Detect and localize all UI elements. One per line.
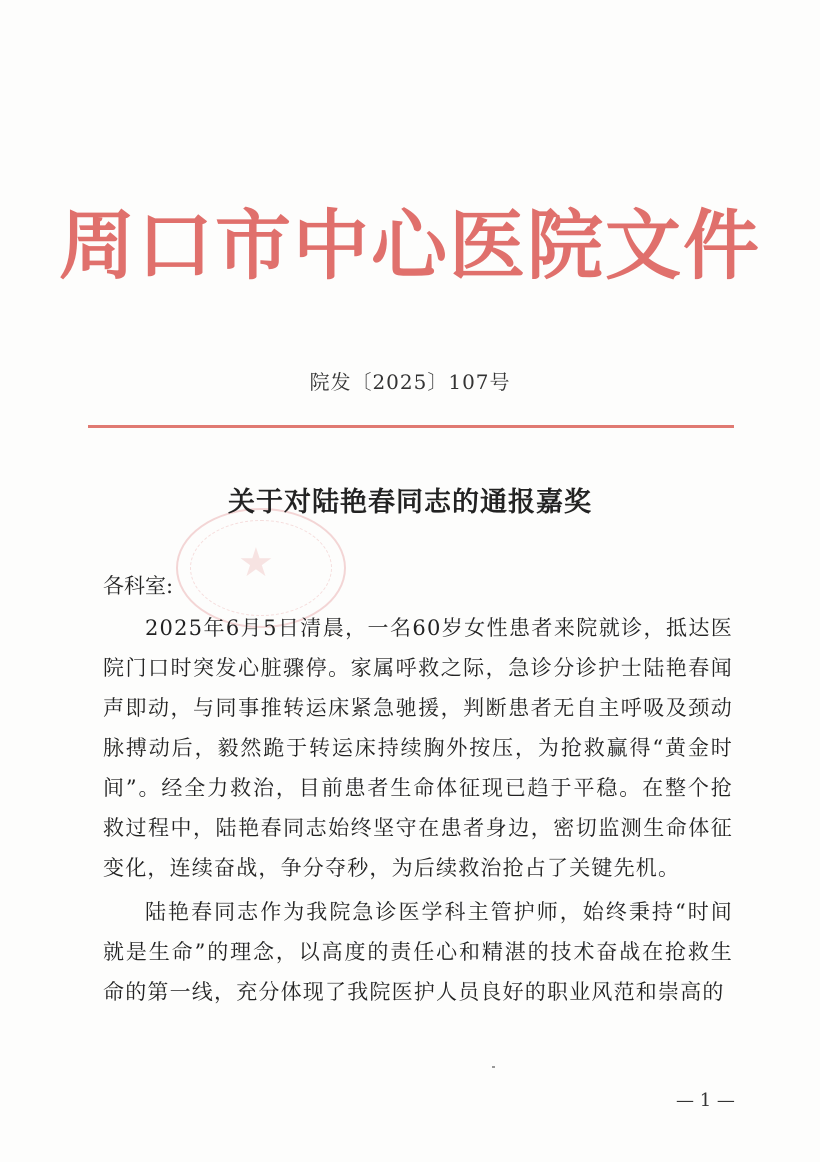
document-number: 院发〔2025〕107号 bbox=[309, 370, 511, 394]
document-body bbox=[103, 608, 733, 1016]
salutation: 各科室: bbox=[103, 574, 174, 598]
body-paragraph-2: 陆艳春同志作为我院急诊医学科主管护师，始终秉持“时间就是生命”的理念，以高度的责任心和精湛的技术奋战在抢救生命的第一线，充分体现了我院医护人员良好的职业风范和崇高的 bbox=[103, 900, 733, 1004]
seal-star-icon: ★ bbox=[238, 540, 274, 586]
page-number: — 1 — bbox=[676, 1090, 735, 1111]
body-paragraph-1: 2025年6月5日清晨，一名60岁女性患者来院就诊，抵达医院门口时突发心脏骤停。家属呼救之际，急诊分诊护士陆艳春闻声即动，与同事推转运床紧急驰援，判断患者无自主呼吸及颈动脉搏动后，毅然跪于转运床持续胸外按压，为抢救赢得“黄金时间”。经全力救治，目前患者生命体征现已趋于平稳。在整个抢救过程中，陆艳春同志始终坚守在患者身边，密切监测生命体征变化，连续奋战，争分夺秒，为后续救治抢占了关键先机。 bbox=[103, 616, 733, 880]
document-title: 关于对陆艳春同志的通报嘉奖 bbox=[228, 487, 592, 518]
header-divider-rule bbox=[88, 425, 734, 428]
document-header-title: 周口市中心医院文件 bbox=[59, 201, 761, 290]
scan-speck bbox=[492, 1066, 495, 1068]
